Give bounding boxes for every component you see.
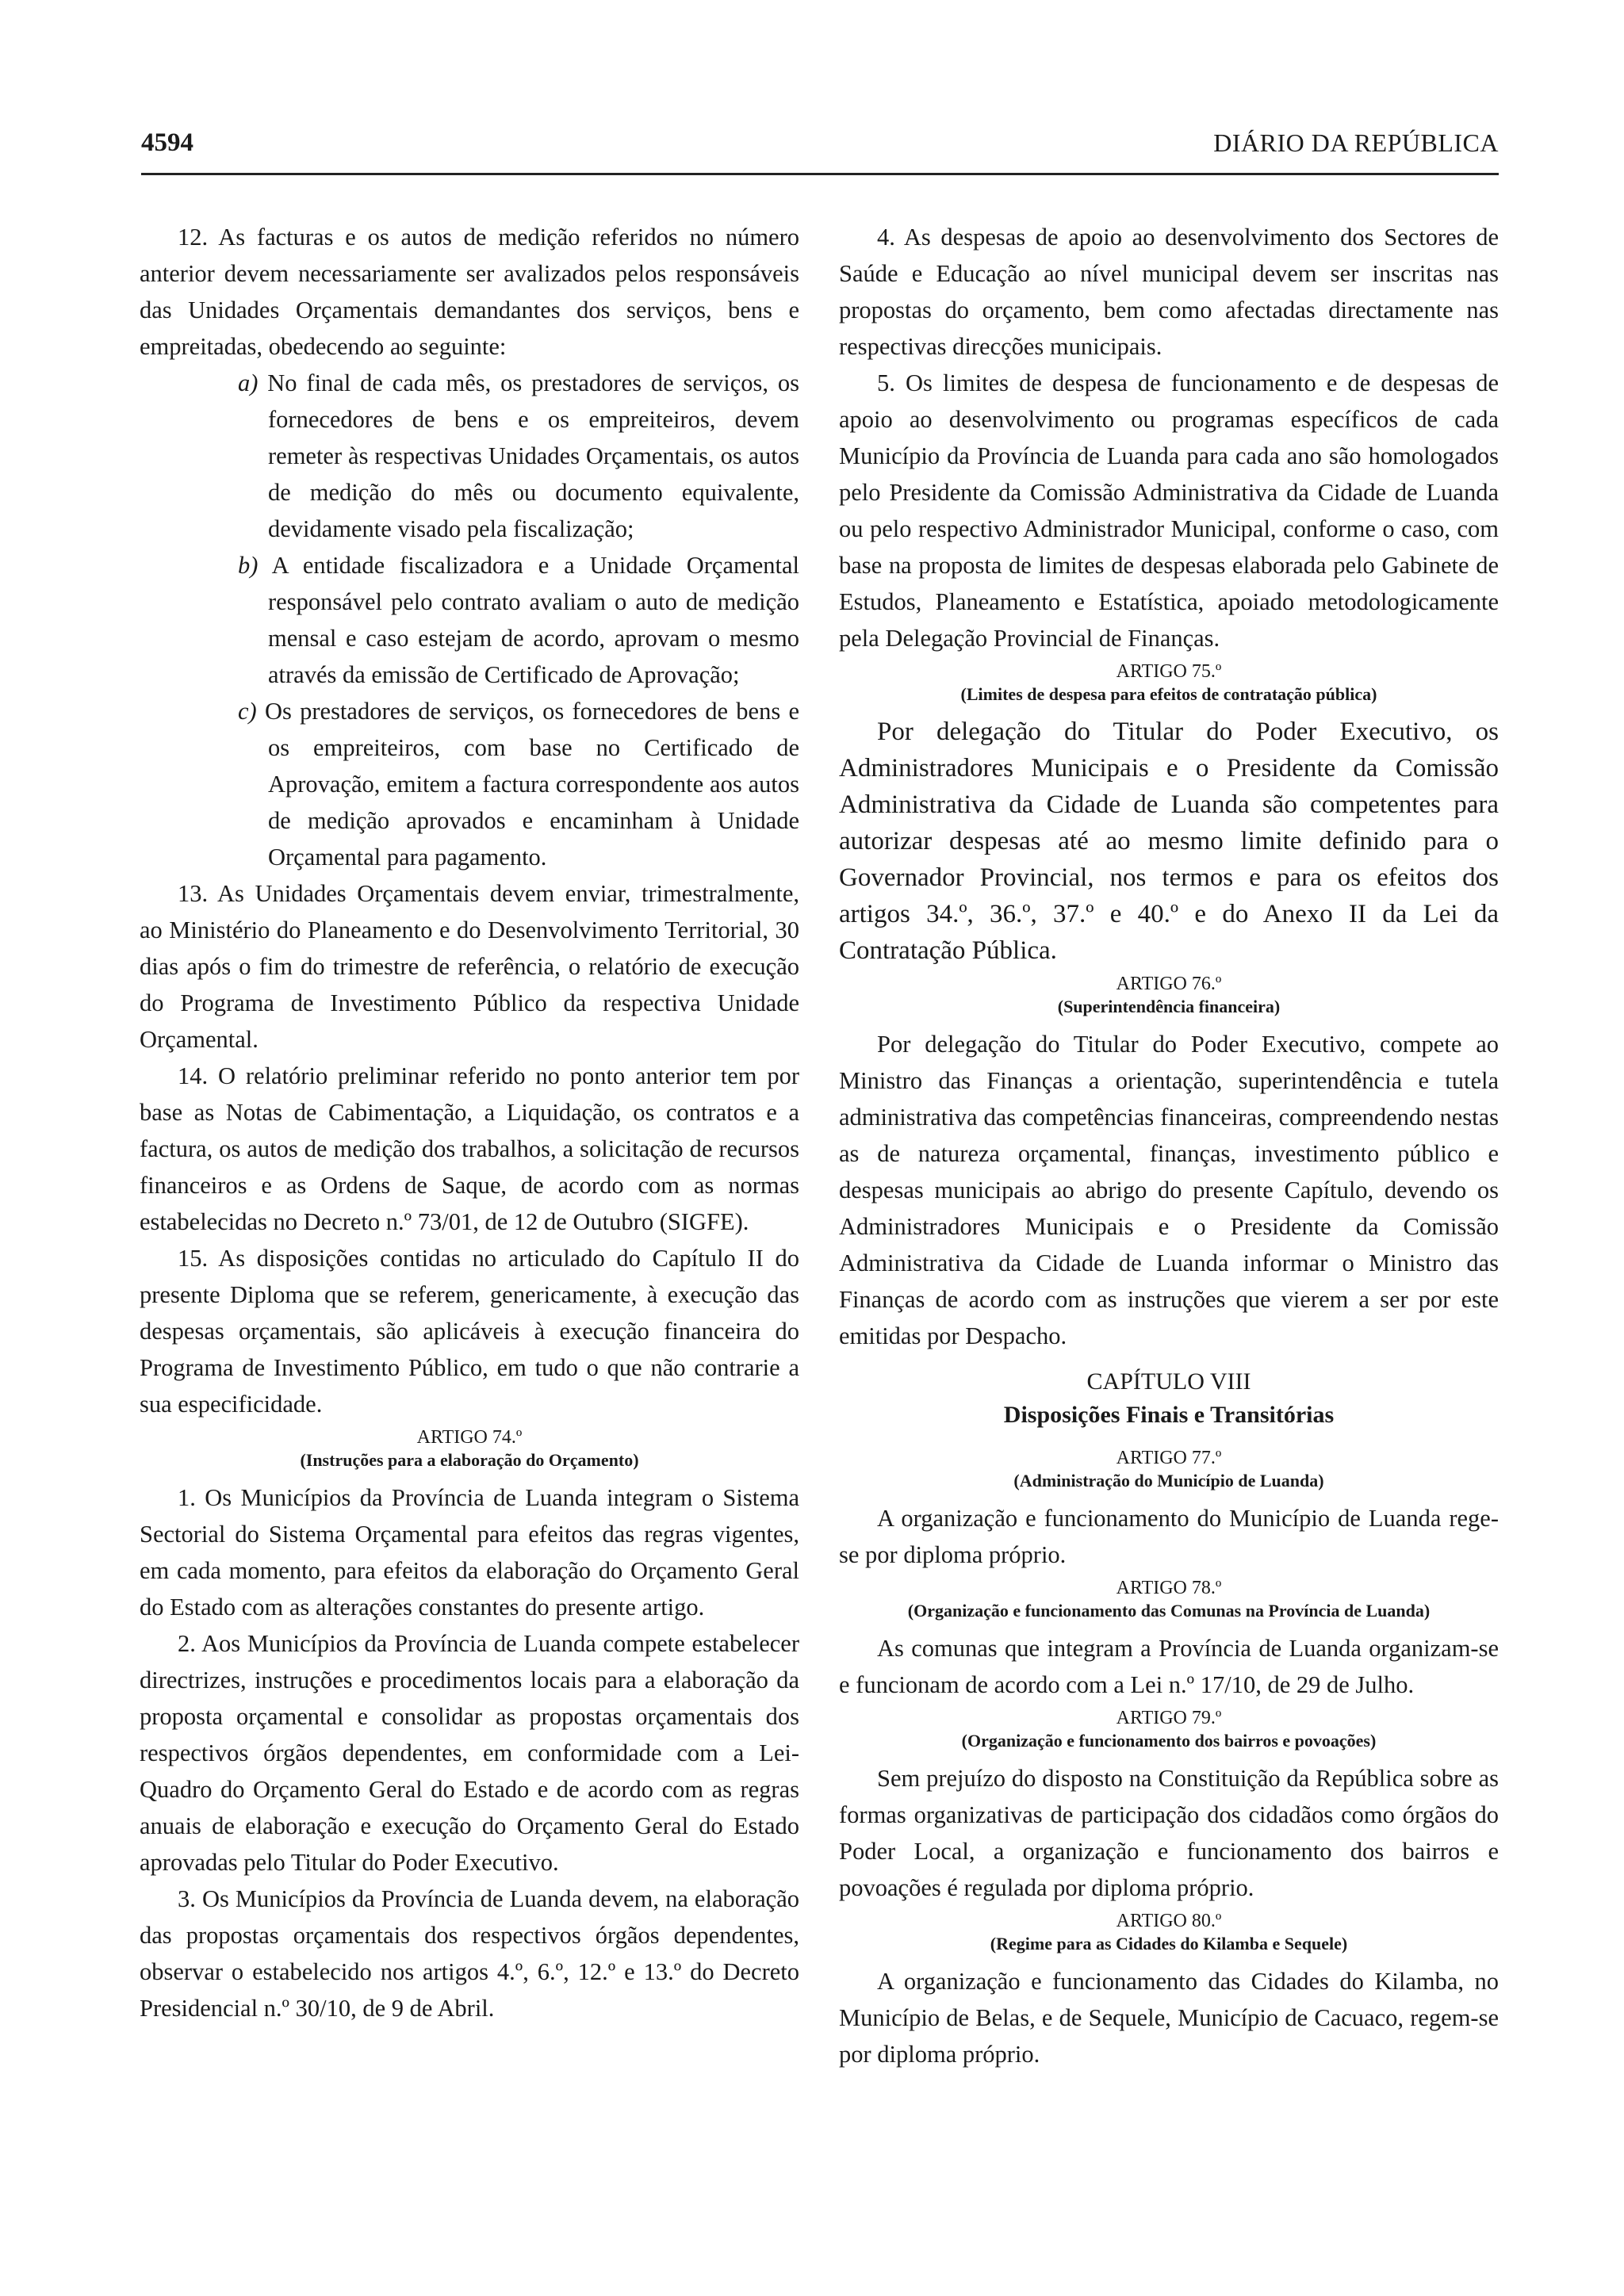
article-75-subtitle: (Limites de despesa para efeitos de contratação pública)	[960, 684, 1377, 704]
item-label: c)	[238, 698, 257, 725]
item-label: a)	[238, 369, 259, 396]
paragraph-12: 12. As facturas e os autos de medição referidos no número anterior devem necessariamente ser avalizados pelos responsáveis das Unidades Orçamentais demandantes dos serviços, bens e empreitadas, obedecendo ao seguinte:	[140, 224, 799, 360]
article-74-paragraph-3: 3. Os Municípios da Província de Luanda devem, na elaboração das propostas orçamentais dos respectivos órgãos dependentes, observar o estabelecido nos artigos 4.º, 6.º, 12.º e 13.º do Decreto Presidencial n.º 30/10, de 9 de Abril.	[140, 1885, 799, 2022]
left-column	[140, 219, 799, 2026]
article-80-text: A organização e funcionamento das Cidades do Kilamba, no Município de Belas, e de Sequele, Município de Cacuaco, regem-se por diploma próprio.	[839, 1968, 1499, 2068]
item-text: A entidade fiscalizadora e a Unidade Orçamental responsável pelo contrato avaliam o auto de medição mensal e caso estejam de acordo, aprovam o mesmo através da emissão de Certificado de Aprovação;	[268, 552, 799, 688]
article-79-heading: ARTIGO 79.º	[1116, 1708, 1222, 1728]
item-text: No final de cada mês, os prestadores de serviços, os fornecedores de bens e os empreiteiros, devem remeter às respectivas Unidades Orçamentais, os autos de medição do mês ou documento equivalente, devidamente visado pela fiscalização;	[267, 369, 800, 542]
list-item-a	[140, 365, 799, 547]
page-number: 4594	[141, 128, 193, 157]
article-75-heading: ARTIGO 75.º	[1116, 661, 1222, 682]
article-77-text: A organização e funcionamento do Município de Luanda rege-se por diploma próprio.	[839, 1505, 1499, 1568]
chapter-heading: CAPÍTULO VIII	[1086, 1368, 1251, 1395]
article-78-heading: ARTIGO 78.º	[1116, 1578, 1222, 1598]
article-74-paragraph-5: 5. Os limites de despesa de funcionamento e de despesas de apoio ao desenvolvimento ou programas específicos de cada Município da Província de Luanda para cada ano são homologados pelo Presidente da Comissão Administrativa da Cidade de Luanda ou pelo respectivo Administrador Municipal, conforme o caso, com base na proposta de limites de despesas elaborada pelo Gabinete de Estudos, Planeamento e Estatística, apoiado metodologicamente pela Delegação Provincial de Finanças.	[839, 369, 1499, 652]
list-item-b	[140, 547, 799, 693]
article-79-subtitle: (Organização e funcionamento dos bairros e povoações)	[961, 1731, 1377, 1751]
article-74-paragraph-2: 2. Aos Municípios da Província de Luanda compete estabelecer directrizes, instruções e procedimentos locais para a elaboração da proposta orçamental e consolidar as propostas orçamentais dos respectivos órgãos dependentes, em conformidade com a Lei-Quadro do Orçamento Geral do Estado e de acordo com as regras anuais de elaboração e execução do Orçamento Geral do Estado aprovadas pelo Titular do Poder Executivo.	[140, 1630, 799, 1876]
article-77-subtitle: (Administração do Município de Luanda)	[1013, 1471, 1324, 1490]
article-76-heading: ARTIGO 76.º	[1116, 974, 1222, 994]
article-80-subtitle: (Regime para as Cidades do Kilamba e Sequele)	[990, 1934, 1348, 1954]
paragraph-13: 13. As Unidades Orçamentais devem enviar, trimestralmente, ao Ministério do Planeamento e do Desenvolvimento Territorial, 30 dias após o fim do trimestre de referência, o relatório de execução do Programa de Investimento Público da respectiva Unidade Orçamental.	[140, 880, 799, 1053]
article-78-subtitle: (Organização e funcionamento das Comunas na Província de Luanda)	[907, 1601, 1431, 1621]
journal-title: DIÁRIO DA REPÚBLICA	[1213, 128, 1499, 157]
item-text: Os prestadores de serviços, os fornecedores de bens e os empreiteiros, com base no Certificado de Aprovação, emitem a factura correspondente aos autos de medição aprovados e encaminham à Unidade Orçamental para pagamento.	[264, 698, 800, 871]
paragraph-14: 14. O relatório preliminar referido no ponto anterior tem por base as Notas de Cabimentação, a Liquidação, os contratos e a factura, os autos de medição dos trabalhos, a solicitação de recursos financeiros e as Ordens de Saque, de acordo com as normas estabelecidas no Decreto n.º 73/01, de 12 de Outubro (SIGFE).	[140, 1062, 799, 1235]
article-75-text: Por delegação do Titular do Poder Executivo, os Administradores Municipais e o Presidente da Comissão Administrativa da Cidade de Luanda são competentes para autorizar despesas até ao mesmo limite definido para o Governador Provincial, nos termos e para os efeitos dos artigos 34.º, 36.º, 37.º e 40.º e do Anexo II da Lei da Contratação Pública.	[839, 718, 1499, 965]
item-label: b)	[238, 552, 259, 579]
paragraph-15: 15. As disposições contidas no articulado do Capítulo II do presente Diploma que se referem, genericamente, à execução das despesas orçamentais, são aplicáveis à execução financeira do Programa de Investimento Público, em tudo o que não contrarie a sua especificidade.	[140, 1245, 799, 1418]
right-column	[839, 219, 1499, 2072]
article-79-text: Sem prejuízo do disposto na Constituição da República sobre as formas organizativas de participação dos cidadãos como órgãos do Poder Local, a organização e funcionamento dos bairros e povoações é regulada por diploma próprio.	[839, 1765, 1499, 1901]
article-76-text: Por delegação do Titular do Poder Executivo, compete ao Ministro das Finanças a orientação, superintendência e tutela administrativa das competências financeiras, compreendendo nestas as de natureza orçamental, finanças, investimento público e despesas municipais ao abrigo do presente Capítulo, devendo os Administradores Municipais e o Presidente da Comissão Administrativa da Cidade de Luanda informar o Ministro das Finanças de acordo com as instruções que vierem a ser por este emitidas por Despacho.	[839, 1031, 1499, 1349]
article-74-subtitle: (Instruções para a elaboração do Orçamento)	[300, 1450, 639, 1470]
article-76-subtitle: (Superintendência financeira)	[1057, 997, 1281, 1016]
page-header	[141, 125, 1499, 175]
article-74-heading: ARTIGO 74.º	[416, 1427, 523, 1448]
article-77-heading: ARTIGO 77.º	[1116, 1448, 1222, 1468]
list-item-c	[140, 693, 799, 875]
article-74-paragraph-1: 1. Os Municípios da Província de Luanda integram o Sistema Sectorial do Sistema Orçamental para efeitos das regras vigentes, em cada momento, para efeitos da elaboração do Orçamento Geral do Estado com as alterações constantes do presente artigo.	[140, 1484, 799, 1621]
article-78-text: As comunas que integram a Província de Luanda organizam-se e funcionam de acordo com a Lei n.º 17/10, de 29 de Julho.	[839, 1635, 1499, 1698]
article-80-heading: ARTIGO 80.º	[1116, 1911, 1222, 1931]
chapter-title: Disposições Finais e Transitórias	[1003, 1402, 1335, 1428]
article-74-paragraph-4: 4. As despesas de apoio ao desenvolvimento dos Sectores de Saúde e Educação ao nível municipal devem ser inscritas nas propostas do orçamento, bem como afectadas directamente nas respectivas direcções municipais.	[839, 224, 1499, 360]
